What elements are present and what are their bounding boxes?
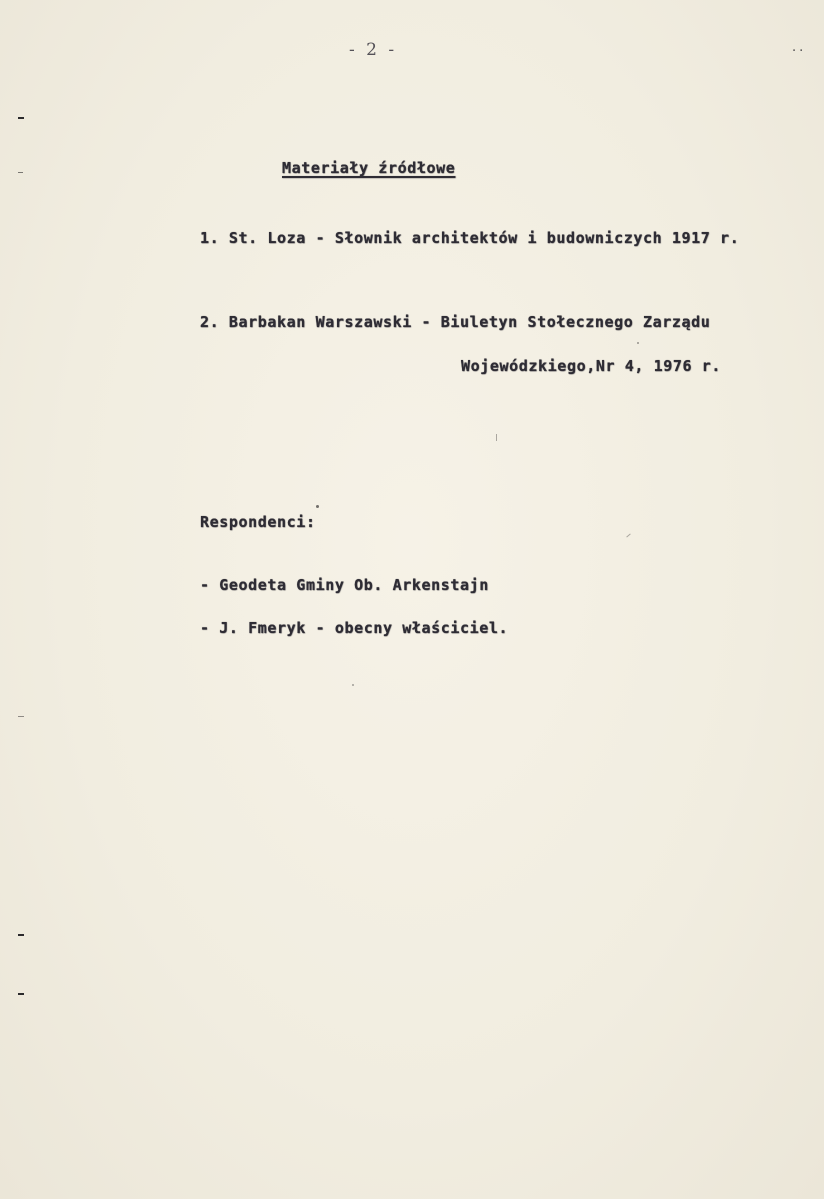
paper-speck <box>316 505 319 508</box>
respondents-label: Respondenci: <box>200 513 316 531</box>
corner-marks: .. <box>792 40 807 55</box>
source-item-1: 1. St. Loza - Słownik architektów i budowniczych 1917 r. <box>200 229 740 247</box>
paper-speck <box>626 534 630 538</box>
source-item-2: 2. Barbakan Warszawski - Biuletyn Stołecznego Zarządu <box>200 313 711 331</box>
margin-mark <box>18 172 23 173</box>
respondent-item-2: - J. Fmeryk - obecny właściciel. <box>200 619 509 637</box>
margin-mark <box>18 716 24 717</box>
paper-speck <box>496 434 497 441</box>
page-number: - 2 - <box>349 40 398 60</box>
source-item-2-continuation: Wojewódzkiego,Nr 4, 1976 r. <box>461 357 722 375</box>
paper-speck <box>352 684 354 686</box>
respondent-item-1: - Geodeta Gminy Ob. Arkenstajn <box>200 576 489 594</box>
margin-mark <box>18 117 24 119</box>
section-heading: Materiały źródłowe <box>282 159 456 177</box>
margin-mark <box>18 993 24 995</box>
paper-speck <box>637 342 639 344</box>
margin-mark <box>18 934 24 936</box>
